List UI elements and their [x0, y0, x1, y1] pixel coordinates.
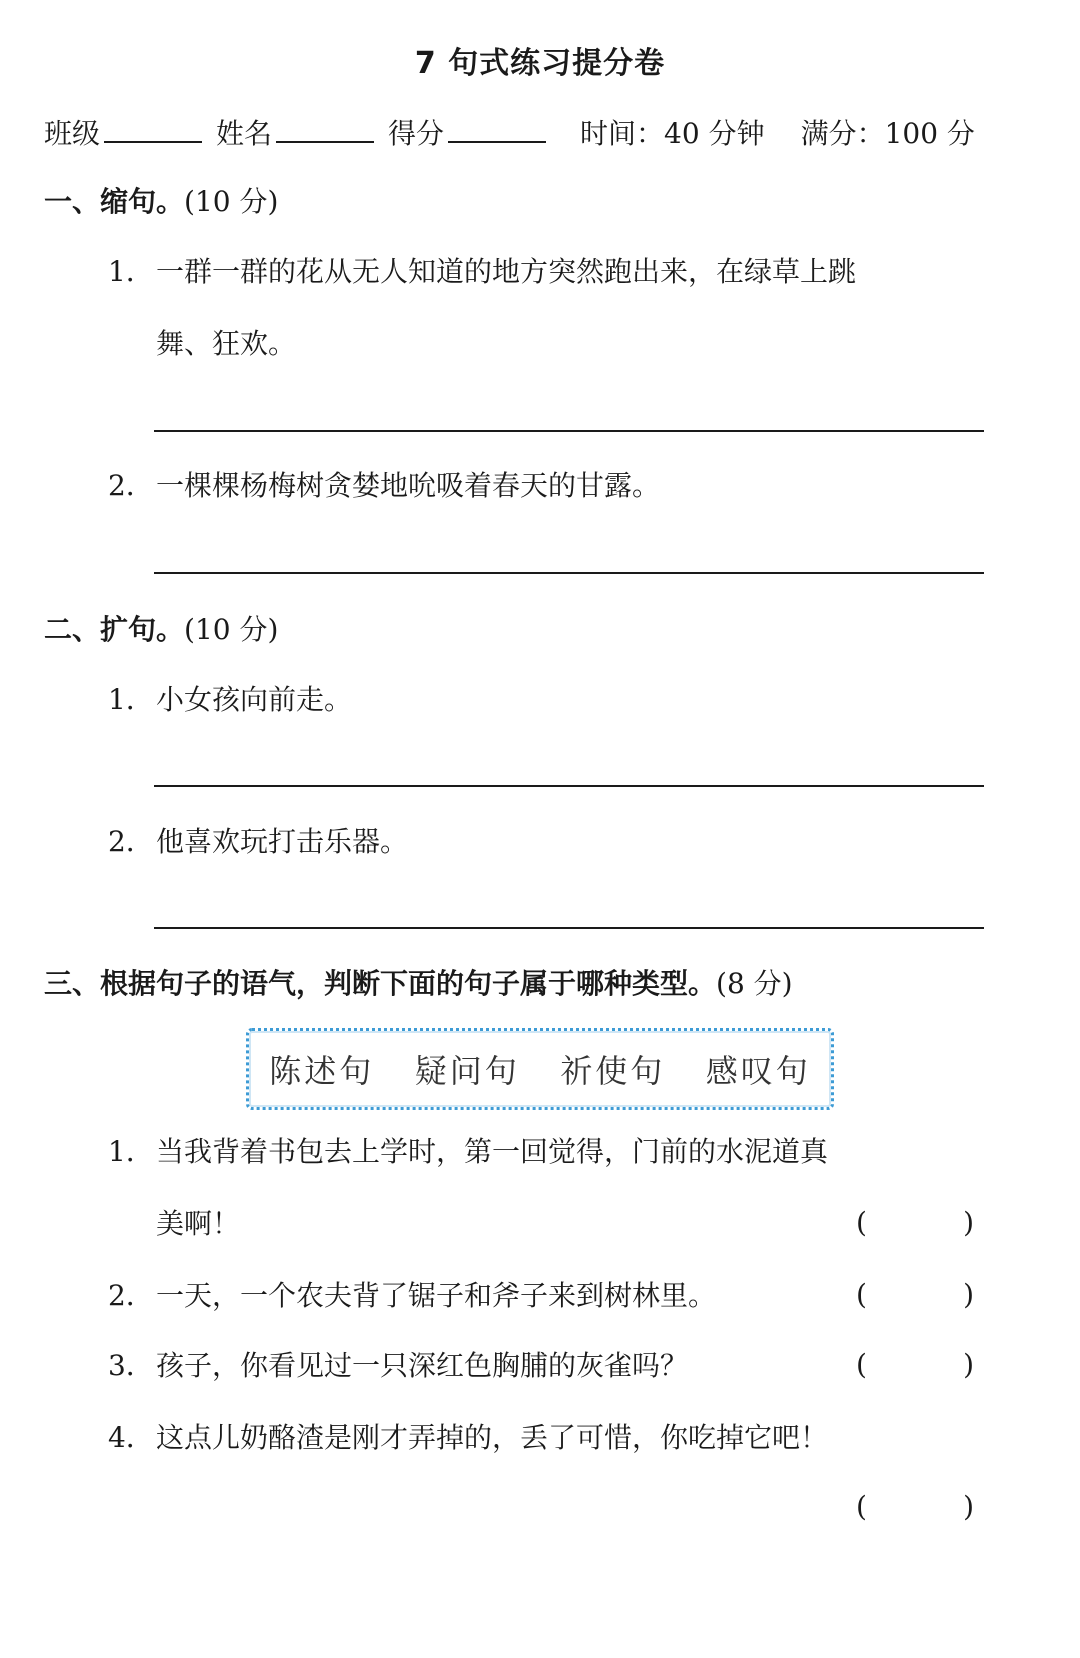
question-1-1-continuation: 舞、狂欢。	[156, 327, 297, 360]
answer-line[interactable]	[154, 785, 984, 787]
question-2-1: 1．小女孩向前走。	[108, 683, 353, 716]
question-3-1: 1．当我背着书包去上学时，第一回觉得，门前的水泥道真 美啊！	[108, 1116, 828, 1188]
word-interrogative: 疑问句	[414, 1052, 520, 1090]
answer-parentheses[interactable]: ( )	[856, 1348, 974, 1381]
page-title: 7 句式练习提分卷	[414, 46, 666, 81]
answer-parentheses[interactable]: ( )	[856, 1490, 974, 1523]
name-label: 姓名	[216, 117, 273, 150]
name-blank[interactable]	[276, 115, 374, 143]
answer-line[interactable]	[154, 572, 984, 574]
full-score: 满分：100 分	[800, 117, 975, 150]
question-3-4: 4．这点儿奶酪渣是刚才弄掉的，丢了可惜，你吃掉它吧！	[108, 1421, 829, 1454]
question-3-3: 3．孩子，你看见过一只深红色胸脯的灰雀吗？	[108, 1349, 689, 1382]
student-info-row	[44, 112, 1044, 152]
answer-line[interactable]	[154, 927, 984, 929]
section-heading-1: 一、缩句。(10 分)	[44, 185, 279, 218]
sentence-type-word-box	[246, 1028, 834, 1110]
word-exclamatory: 感叹句	[705, 1052, 811, 1090]
question-2-2: 2．他喜欢玩打击乐器。	[108, 825, 409, 858]
time-limit: 时间：40 分钟	[580, 117, 765, 150]
section-heading-3: 三、根据句子的语气，判断下面的句子属于哪种类型。(8 分)	[44, 967, 793, 1000]
answer-parentheses[interactable]: ( )	[856, 1206, 974, 1239]
answer-line[interactable]	[154, 430, 984, 432]
answer-parentheses[interactable]: ( )	[856, 1278, 974, 1311]
question-1-2: 2．一棵棵杨梅树贪婪地吮吸着春天的甘露。	[108, 469, 661, 502]
score-blank[interactable]	[448, 115, 546, 143]
section-heading-2: 二、扩句。(10 分)	[44, 613, 279, 646]
word-imperative: 祈使句	[560, 1052, 666, 1090]
class-label: 班级	[44, 117, 101, 150]
class-blank[interactable]	[104, 115, 202, 143]
word-declarative: 陈述句	[269, 1052, 375, 1090]
question-1-1: 1．一群一群的花从无人知道的地方突然跑出来，在绿草上跳 舞、狂欢。	[108, 236, 856, 308]
score-label: 得分	[388, 117, 445, 150]
question-3-2: 2．一天，一个农夫背了锯子和斧子来到树林里。	[108, 1279, 717, 1312]
question-3-1-continuation: 美啊！	[156, 1207, 241, 1240]
